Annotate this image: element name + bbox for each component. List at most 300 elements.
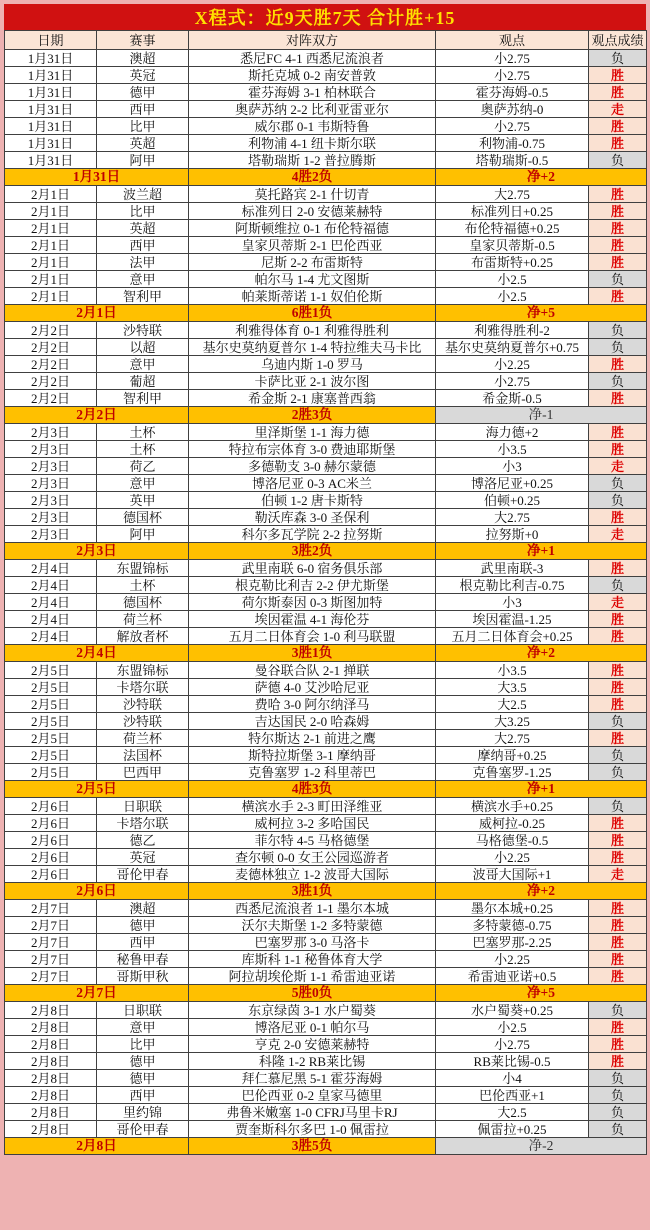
league-cell: 英甲 <box>97 492 189 509</box>
summary-date-cell: 2月4日 <box>5 645 189 662</box>
match-cell: 弗鲁米嫩塞 1-0 CFRJ马里卡RJ <box>189 1104 436 1121</box>
pick-cell: 希金斯-0.5 <box>436 390 589 407</box>
summary-net-cell: 净-2 <box>436 1138 647 1155</box>
day-summary-row <box>5 883 647 900</box>
result-cell: 胜 <box>589 118 647 135</box>
league-cell: 比甲 <box>97 1036 189 1053</box>
match-row <box>5 951 647 968</box>
date-cell: 2月5日 <box>5 730 97 747</box>
summary-net-cell: 净+2 <box>436 883 647 900</box>
pick-cell: 小2.25 <box>436 951 589 968</box>
pick-cell: 大2.75 <box>436 730 589 747</box>
day-summary-row <box>5 1138 647 1155</box>
match-row <box>5 237 647 254</box>
league-cell: 日职联 <box>97 798 189 815</box>
summary-record-cell: 3胜1负 <box>189 883 436 900</box>
pick-cell: 小2.5 <box>436 271 589 288</box>
pick-cell: 利物浦-0.75 <box>436 135 589 152</box>
result-cell: 胜 <box>589 186 647 203</box>
date-cell: 2月3日 <box>5 424 97 441</box>
pick-cell: 基尔史莫纳夏普尔+0.75 <box>436 339 589 356</box>
pick-cell: 博洛尼亚+0.25 <box>436 475 589 492</box>
pick-cell: 标准列日+0.25 <box>436 203 589 220</box>
date-cell: 2月1日 <box>5 220 97 237</box>
day-summary-row <box>5 543 647 560</box>
league-cell: 西甲 <box>97 101 189 118</box>
result-cell: 胜 <box>589 951 647 968</box>
result-cell: 走 <box>589 594 647 611</box>
pick-cell: RB莱比锡-0.5 <box>436 1053 589 1070</box>
league-cell: 解放者杯 <box>97 628 189 645</box>
result-cell: 胜 <box>589 254 647 271</box>
day-summary-row <box>5 305 647 322</box>
date-cell: 2月3日 <box>5 441 97 458</box>
match-row <box>5 1121 647 1138</box>
league-cell: 哥伦甲春 <box>97 866 189 883</box>
date-cell: 2月2日 <box>5 322 97 339</box>
summary-record-cell: 2胜3负 <box>189 407 436 424</box>
match-cell: 曼谷联合队 2-1 掸联 <box>189 662 436 679</box>
league-cell: 哥斯甲秋 <box>97 968 189 985</box>
league-cell: 巴西甲 <box>97 764 189 781</box>
pick-cell: 小3.5 <box>436 662 589 679</box>
summary-record-cell: 4胜3负 <box>189 781 436 798</box>
match-row <box>5 390 647 407</box>
match-cell: 亨克 2-0 安德莱赫特 <box>189 1036 436 1053</box>
match-row <box>5 815 647 832</box>
result-cell: 胜 <box>589 135 647 152</box>
date-cell: 2月7日 <box>5 900 97 917</box>
league-cell: 哥伦甲春 <box>97 1121 189 1138</box>
pick-cell: 利雅得胜利-2 <box>436 322 589 339</box>
league-cell: 阿甲 <box>97 526 189 543</box>
match-row <box>5 50 647 67</box>
date-cell: 2月8日 <box>5 1053 97 1070</box>
col-header-pick: 观点 <box>436 31 589 50</box>
date-cell: 1月31日 <box>5 118 97 135</box>
league-cell: 德乙 <box>97 832 189 849</box>
match-row <box>5 1070 647 1087</box>
match-cell: 麦德林独立 1-2 波哥大国际 <box>189 866 436 883</box>
pick-cell: 小2.5 <box>436 288 589 305</box>
summary-record-cell: 3胜5负 <box>189 1138 436 1155</box>
match-cell: 尼斯 2-2 布雷斯特 <box>189 254 436 271</box>
match-cell: 塔勒瑞斯 1-2 普拉腾斯 <box>189 152 436 169</box>
pick-cell: 大3.25 <box>436 713 589 730</box>
league-cell: 里约锦 <box>97 1104 189 1121</box>
date-cell: 2月1日 <box>5 186 97 203</box>
result-cell: 胜 <box>589 1036 647 1053</box>
pick-cell: 大3.5 <box>436 679 589 696</box>
league-cell: 日职联 <box>97 1002 189 1019</box>
league-cell: 东盟锦标 <box>97 560 189 577</box>
day-summary-row <box>5 781 647 798</box>
match-row <box>5 118 647 135</box>
league-cell: 卡塔尔联 <box>97 679 189 696</box>
pick-cell: 希雷迪亚诺+0.5 <box>436 968 589 985</box>
match-cell: 科尔多瓦学院 2-2 拉努斯 <box>189 526 436 543</box>
result-cell: 走 <box>589 101 647 118</box>
date-cell: 2月2日 <box>5 390 97 407</box>
day-summary-row <box>5 985 647 1002</box>
league-cell: 英超 <box>97 220 189 237</box>
date-cell: 2月7日 <box>5 951 97 968</box>
match-row <box>5 934 647 951</box>
summary-record-cell: 5胜0负 <box>189 985 436 1002</box>
day-summary-row <box>5 645 647 662</box>
result-cell: 胜 <box>589 220 647 237</box>
pick-cell: 皇家贝蒂斯-0.5 <box>436 237 589 254</box>
match-cell: 乌迪内斯 1-0 罗马 <box>189 356 436 373</box>
match-cell: 根克勒比利吉 2-2 伊尤斯堡 <box>189 577 436 594</box>
pick-cell: 波哥大国际+1 <box>436 866 589 883</box>
match-cell: 基尔史莫纳夏普尔 1-4 特拉维夫马卡比 <box>189 339 436 356</box>
result-cell: 负 <box>589 373 647 390</box>
result-cell: 负 <box>589 747 647 764</box>
match-row <box>5 832 647 849</box>
match-cell: 吉达国民 2-0 哈森姆 <box>189 713 436 730</box>
match-row <box>5 730 647 747</box>
pick-cell: 巴塞罗那-2.25 <box>436 934 589 951</box>
match-row <box>5 424 647 441</box>
pick-cell: 小4 <box>436 1070 589 1087</box>
summary-net-cell: 净+2 <box>436 645 647 662</box>
match-row <box>5 203 647 220</box>
result-cell: 负 <box>589 50 647 67</box>
pick-cell: 多特蒙德-0.75 <box>436 917 589 934</box>
pick-cell: 埃因霍温-1.25 <box>436 611 589 628</box>
league-cell: 荷乙 <box>97 458 189 475</box>
col-header-league: 赛事 <box>97 31 189 50</box>
match-row <box>5 492 647 509</box>
league-cell: 沙特联 <box>97 713 189 730</box>
result-cell: 走 <box>589 458 647 475</box>
match-cell: 阿拉胡埃伦斯 1-1 希雷迪亚诺 <box>189 968 436 985</box>
date-cell: 2月2日 <box>5 373 97 390</box>
date-cell: 2月3日 <box>5 475 97 492</box>
match-cell: 荷尔斯泰因 0-3 斯图加特 <box>189 594 436 611</box>
result-cell: 胜 <box>589 237 647 254</box>
result-cell: 胜 <box>589 849 647 866</box>
league-cell: 意甲 <box>97 271 189 288</box>
match-cell: 拜仁慕尼黑 5-1 霍芬海姆 <box>189 1070 436 1087</box>
result-cell: 负 <box>589 713 647 730</box>
match-row <box>5 475 647 492</box>
match-cell: 伯顿 1-2 唐卡斯特 <box>189 492 436 509</box>
result-cell: 负 <box>589 322 647 339</box>
league-cell: 英冠 <box>97 849 189 866</box>
result-cell: 负 <box>589 339 647 356</box>
match-cell: 勒沃库森 3-0 圣保利 <box>189 509 436 526</box>
match-cell: 威柯拉 3-2 多哈国民 <box>189 815 436 832</box>
league-cell: 土杯 <box>97 577 189 594</box>
match-row <box>5 152 647 169</box>
date-cell: 2月4日 <box>5 594 97 611</box>
match-cell: 斯托克城 0-2 南安普敦 <box>189 67 436 84</box>
match-row <box>5 713 647 730</box>
date-cell: 2月6日 <box>5 815 97 832</box>
result-cell: 胜 <box>589 730 647 747</box>
date-cell: 2月5日 <box>5 662 97 679</box>
match-row <box>5 220 647 237</box>
date-cell: 2月8日 <box>5 1087 97 1104</box>
league-cell: 法甲 <box>97 254 189 271</box>
pick-cell: 根克勒比利吉-0.75 <box>436 577 589 594</box>
pick-cell: 武里南联-3 <box>436 560 589 577</box>
league-cell: 澳超 <box>97 50 189 67</box>
match-cell: 西悉尼流浪者 1-1 墨尔本城 <box>189 900 436 917</box>
date-cell: 2月3日 <box>5 509 97 526</box>
result-cell: 负 <box>589 475 647 492</box>
summary-record-cell: 3胜2负 <box>189 543 436 560</box>
pick-cell: 大2.75 <box>436 186 589 203</box>
date-cell: 2月1日 <box>5 237 97 254</box>
result-cell: 负 <box>589 492 647 509</box>
league-cell: 德甲 <box>97 84 189 101</box>
summary-record-cell: 6胜1负 <box>189 305 436 322</box>
date-cell: 2月3日 <box>5 526 97 543</box>
league-cell: 智利甲 <box>97 390 189 407</box>
summary-date-cell: 2月6日 <box>5 883 189 900</box>
match-row <box>5 509 647 526</box>
pick-cell: 塔勒瑞斯-0.5 <box>436 152 589 169</box>
match-cell: 沃尔夫斯堡 1-2 多特蒙德 <box>189 917 436 934</box>
pick-cell: 横滨水手+0.25 <box>436 798 589 815</box>
match-row <box>5 1019 647 1036</box>
league-cell: 德国杯 <box>97 594 189 611</box>
match-row <box>5 696 647 713</box>
match-cell: 威尔郡 0-1 韦斯特鲁 <box>189 118 436 135</box>
date-cell: 2月5日 <box>5 764 97 781</box>
day-summary-row <box>5 169 647 186</box>
match-row <box>5 101 647 118</box>
result-cell: 胜 <box>589 288 647 305</box>
match-row <box>5 1087 647 1104</box>
match-cell: 武里南联 6-0 宿务俱乐部 <box>189 560 436 577</box>
match-row <box>5 373 647 390</box>
league-cell: 德甲 <box>97 1053 189 1070</box>
summary-net-cell: 净+5 <box>436 305 647 322</box>
date-cell: 2月4日 <box>5 628 97 645</box>
result-cell: 负 <box>589 577 647 594</box>
date-cell: 2月8日 <box>5 1002 97 1019</box>
date-cell: 2月6日 <box>5 798 97 815</box>
pick-cell: 小3 <box>436 458 589 475</box>
date-cell: 2月5日 <box>5 747 97 764</box>
match-cell: 费哈 3-0 阿尔纳泽马 <box>189 696 436 713</box>
pick-cell: 小2.25 <box>436 849 589 866</box>
match-row <box>5 458 647 475</box>
summary-date-cell: 2月5日 <box>5 781 189 798</box>
pick-cell: 墨尔本城+0.25 <box>436 900 589 917</box>
league-cell: 意甲 <box>97 356 189 373</box>
table-body <box>5 50 647 1155</box>
league-cell: 阿甲 <box>97 152 189 169</box>
summary-net-cell: 净-1 <box>436 407 647 424</box>
match-row <box>5 747 647 764</box>
date-cell: 2月5日 <box>5 679 97 696</box>
result-cell: 走 <box>589 526 647 543</box>
result-cell: 胜 <box>589 662 647 679</box>
match-cell: 巴伦西亚 0-2 皇家马德里 <box>189 1087 436 1104</box>
match-cell: 帕尔马 1-4 尤文图斯 <box>189 271 436 288</box>
result-cell: 负 <box>589 1002 647 1019</box>
pick-cell: 水户蜀葵+0.25 <box>436 1002 589 1019</box>
league-cell: 西甲 <box>97 1087 189 1104</box>
col-header-match: 对阵双方 <box>189 31 436 50</box>
date-cell: 2月1日 <box>5 288 97 305</box>
match-cell: 利物浦 4-1 纽卡斯尔联 <box>189 135 436 152</box>
result-cell: 负 <box>589 1104 647 1121</box>
result-cell: 胜 <box>589 696 647 713</box>
league-cell: 英超 <box>97 135 189 152</box>
date-cell: 2月7日 <box>5 934 97 951</box>
pick-cell: 小2.75 <box>436 67 589 84</box>
result-cell: 胜 <box>589 832 647 849</box>
result-cell: 胜 <box>589 1019 647 1036</box>
league-cell: 东盟锦标 <box>97 662 189 679</box>
match-row <box>5 798 647 815</box>
league-cell: 沙特联 <box>97 696 189 713</box>
date-cell: 1月31日 <box>5 152 97 169</box>
match-cell: 特拉布宗体育 3-0 费迪耶斯堡 <box>189 441 436 458</box>
match-cell: 帕莱斯蒂诺 1-1 奴伯伦斯 <box>189 288 436 305</box>
date-cell: 2月4日 <box>5 560 97 577</box>
result-cell: 胜 <box>589 203 647 220</box>
league-cell: 沙特联 <box>97 322 189 339</box>
result-cell: 胜 <box>589 679 647 696</box>
match-cell: 科隆 1-2 RB莱比锡 <box>189 1053 436 1070</box>
result-cell: 胜 <box>589 968 647 985</box>
match-cell: 莫托路宾 2-1 什切青 <box>189 186 436 203</box>
match-row <box>5 1036 647 1053</box>
match-cell: 菲尔特 4-5 马格德堡 <box>189 832 436 849</box>
date-cell: 2月6日 <box>5 849 97 866</box>
pick-cell: 伯顿+0.25 <box>436 492 589 509</box>
match-row <box>5 679 647 696</box>
match-row <box>5 254 647 271</box>
league-cell: 法国杯 <box>97 747 189 764</box>
league-cell: 意甲 <box>97 1019 189 1036</box>
result-cell: 胜 <box>589 67 647 84</box>
league-cell: 卡塔尔联 <box>97 815 189 832</box>
match-cell: 查尔顿 0-0 女王公园巡游者 <box>189 849 436 866</box>
date-cell: 2月7日 <box>5 917 97 934</box>
pick-cell: 摩纳哥+0.25 <box>436 747 589 764</box>
pick-cell: 小3 <box>436 594 589 611</box>
league-cell: 智利甲 <box>97 288 189 305</box>
match-row <box>5 441 647 458</box>
match-cell: 博洛尼亚 0-1 帕尔马 <box>189 1019 436 1036</box>
summary-record-cell: 4胜2负 <box>189 169 436 186</box>
pick-cell: 奥萨苏纳-0 <box>436 101 589 118</box>
match-row <box>5 577 647 594</box>
match-cell: 斯特拉斯堡 3-1 摩纳哥 <box>189 747 436 764</box>
pick-cell: 佩雷拉+0.25 <box>436 1121 589 1138</box>
pick-cell: 马格德堡-0.5 <box>436 832 589 849</box>
league-cell: 比甲 <box>97 203 189 220</box>
match-row <box>5 526 647 543</box>
result-cell: 胜 <box>589 934 647 951</box>
league-cell: 比甲 <box>97 118 189 135</box>
pick-cell: 克鲁塞罗-1.25 <box>436 764 589 781</box>
date-cell: 2月5日 <box>5 696 97 713</box>
pick-cell: 大2.5 <box>436 1104 589 1121</box>
match-cell: 利雅得体育 0-1 利雅得胜利 <box>189 322 436 339</box>
result-cell: 走 <box>589 866 647 883</box>
match-cell: 博洛尼亚 0-3 AC米兰 <box>189 475 436 492</box>
date-cell: 2月7日 <box>5 968 97 985</box>
match-row <box>5 271 647 288</box>
result-cell: 负 <box>589 1121 647 1138</box>
match-row <box>5 594 647 611</box>
summary-net-cell: 净+2 <box>436 169 647 186</box>
result-cell: 胜 <box>589 628 647 645</box>
date-cell: 2月8日 <box>5 1019 97 1036</box>
match-cell: 多德勒支 3-0 赫尔蒙德 <box>189 458 436 475</box>
date-cell: 2月1日 <box>5 271 97 288</box>
date-cell: 2月8日 <box>5 1070 97 1087</box>
league-cell: 西甲 <box>97 934 189 951</box>
league-cell: 土杯 <box>97 441 189 458</box>
league-cell: 西甲 <box>97 237 189 254</box>
pick-cell: 大2.75 <box>436 509 589 526</box>
result-cell: 胜 <box>589 424 647 441</box>
pick-cell: 威柯拉-0.25 <box>436 815 589 832</box>
league-cell: 澳超 <box>97 900 189 917</box>
league-cell: 德国杯 <box>97 509 189 526</box>
match-cell: 克鲁塞罗 1-2 科里蒂巴 <box>189 764 436 781</box>
match-row <box>5 322 647 339</box>
match-cell: 阿斯顿维拉 0-1 布伦特福德 <box>189 220 436 237</box>
date-cell: 1月31日 <box>5 101 97 118</box>
result-cell: 胜 <box>589 1053 647 1070</box>
match-row <box>5 135 647 152</box>
match-row <box>5 968 647 985</box>
match-row <box>5 764 647 781</box>
date-cell: 2月8日 <box>5 1121 97 1138</box>
date-cell: 2月3日 <box>5 492 97 509</box>
match-row <box>5 67 647 84</box>
date-cell: 1月31日 <box>5 67 97 84</box>
pick-cell: 布雷斯特+0.25 <box>436 254 589 271</box>
match-row <box>5 849 647 866</box>
summary-date-cell: 2月3日 <box>5 543 189 560</box>
match-row <box>5 560 647 577</box>
date-cell: 2月1日 <box>5 203 97 220</box>
result-cell: 负 <box>589 271 647 288</box>
league-cell: 德甲 <box>97 917 189 934</box>
league-cell: 荷兰杯 <box>97 730 189 747</box>
league-cell: 英冠 <box>97 67 189 84</box>
result-cell: 胜 <box>589 84 647 101</box>
match-cell: 特尔斯达 2-1 前进之鹰 <box>189 730 436 747</box>
match-row <box>5 1053 647 1070</box>
result-cell: 负 <box>589 764 647 781</box>
match-cell: 横滨水手 2-3 町田泽维亚 <box>189 798 436 815</box>
league-cell: 荷兰杯 <box>97 611 189 628</box>
match-row <box>5 866 647 883</box>
pick-cell: 大2.5 <box>436 696 589 713</box>
result-cell: 负 <box>589 1087 647 1104</box>
result-cell: 胜 <box>589 509 647 526</box>
summary-date-cell: 2月7日 <box>5 985 189 1002</box>
summary-record-cell: 3胜1负 <box>189 645 436 662</box>
result-cell: 负 <box>589 1070 647 1087</box>
summary-date-cell: 1月31日 <box>5 169 189 186</box>
date-cell: 1月31日 <box>5 84 97 101</box>
league-cell: 葡超 <box>97 373 189 390</box>
